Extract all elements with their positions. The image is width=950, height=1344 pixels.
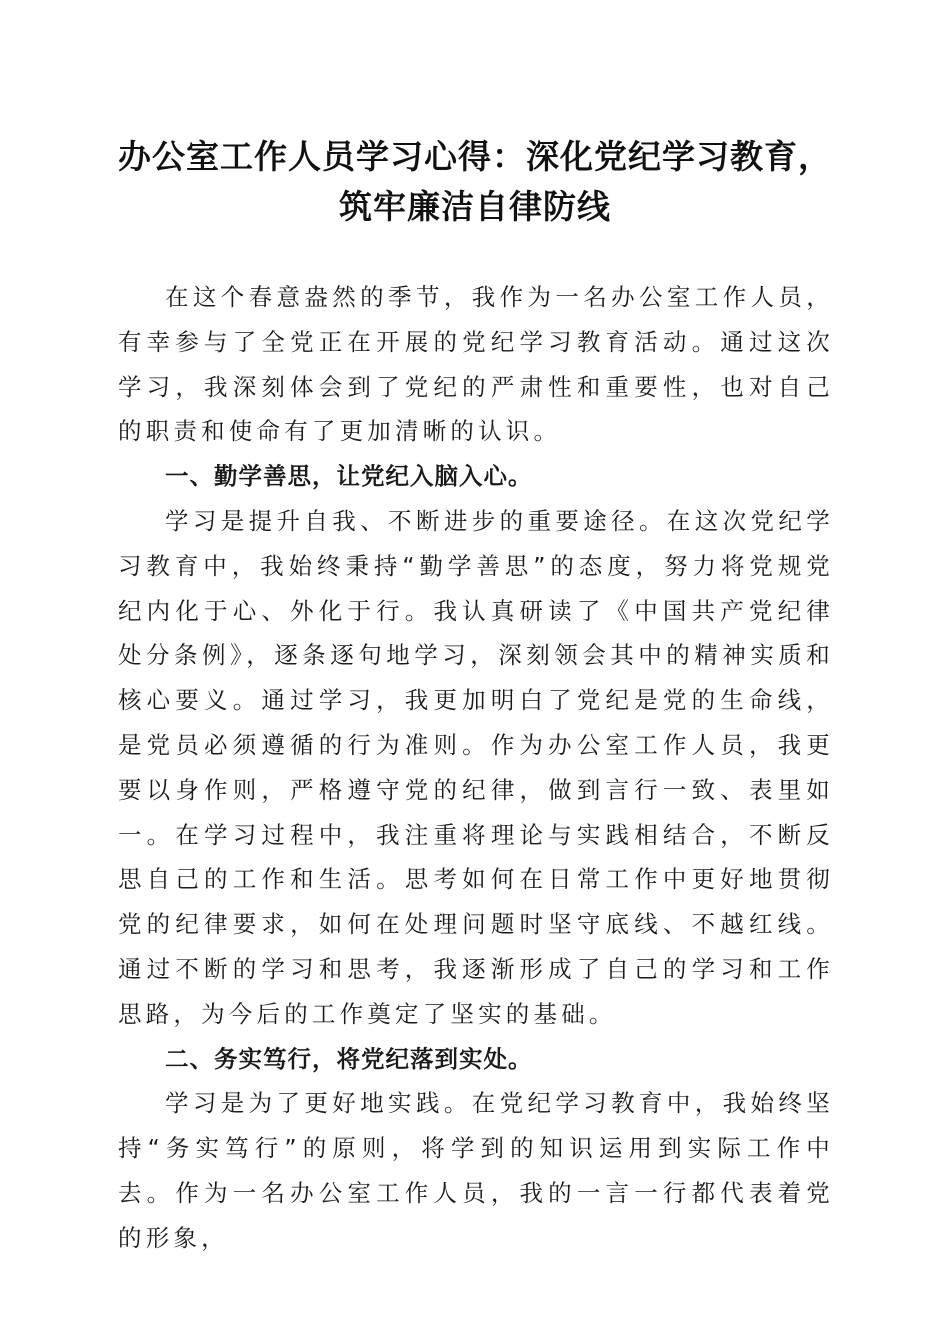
section-heading-2: 二、务实笃行，将党纪落到实处。 — [165, 1044, 533, 1073]
title-line-1: 办公室工作人员学习心得：深化党纪学习教育， — [118, 137, 832, 176]
section-2-paragraph: 学习是为了更好地实践。在党纪学习教育中，我始终坚持“务实笃行”的原则，将学到的知识运用到实际工作中去。作为一名办公室工作人员，我的一言一行都代表着党的形象， — [118, 1089, 834, 1252]
section-1-paragraph: 学习是提升自我、不断进步的重要途径。在这次党纪学习教育中，我始终秉持“勤学善思”的态度，努力将党规党纪内化于心、外化于行。我认真研读了《中国共产党纪律处分条例》，逐条逐句地学习，深刻领会其中的精神实质和核心要义。通过学习，我更加明白了党纪是党的生命线，是党员必须遵循的行为准则。作为办公室工作人员，我更要以身作则，严格遵守党的纪律，做到言行一致、表里如一。在学习过程中，我注重将理论与实践相结合，不断反思自己的工作和生活。思考如何在日常工作中更好地贯彻党的纪律要求，如何在处理问题时坚守底线、不越红线。通过不断的学习和思考，我逐渐形成了自己的学习和工作思路，为今后的工作奠定了坚实的基础。 — [118, 506, 834, 1028]
document-title — [100, 132, 850, 232]
document-body — [118, 275, 834, 1261]
title-line-2: 筑牢廉洁自律防线 — [339, 187, 611, 226]
intro-paragraph: 在这个春意盎然的季节，我作为一名办公室工作人员，有幸参与了全党正在开展的党纪学习教育活动。通过这次学习，我深刻体会到了党纪的严肃性和重要性，也对自己的职责和使命有了更加清晰的认识。 — [118, 283, 834, 446]
section-heading-1: 一、勤学善思，让党纪入脑入心。 — [165, 462, 533, 491]
